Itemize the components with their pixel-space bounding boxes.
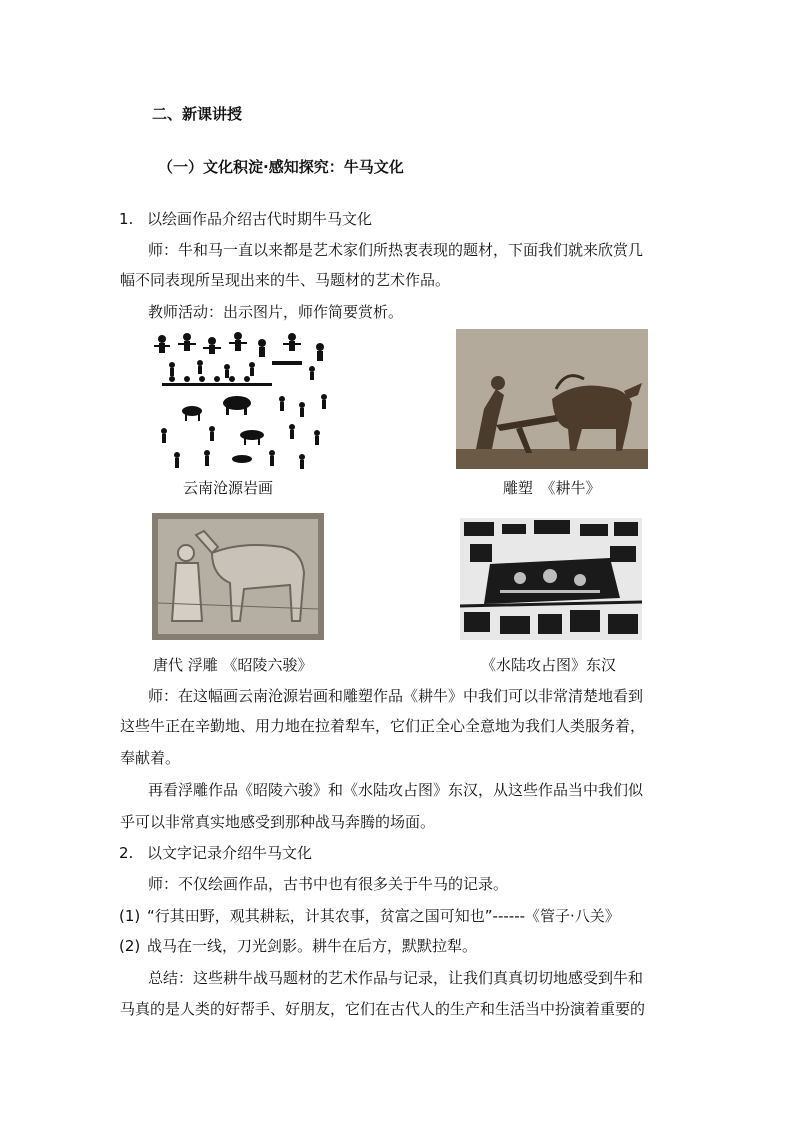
para3-line1: 再看浮雕作品《昭陵六骏》和《水陆攻占图》东汉，从这些作品当中我们似 <box>148 781 644 799</box>
caption-sculpture: 雕塑 《耕牛》 <box>503 479 601 497</box>
para2-line2: 这些牛正在辛勤地、用力地在拉着犁车，它们正全心全意地为我们人类服务着， <box>120 717 646 735</box>
para2-line1: 师：在这幅画云南沧源岩画和雕塑作品《耕牛》中我们可以非常清楚地看到 <box>148 687 644 705</box>
relief-image <box>152 513 324 640</box>
quote1-text: “行其田野，观其耕耘，计其农事，贫富之国可知也”------《管子·八关》 <box>147 907 620 925</box>
quote2-text: 战马在一线，刀光剑影。耕牛在后方，默默拉犁。 <box>147 937 478 955</box>
section-heading: 二、新课讲授 <box>152 105 243 123</box>
caption-relief: 唐代 浮雕 《昭陵六骏》 <box>153 656 313 674</box>
summary-line1: 总结：这些耕牛战马题材的艺术作品与记录，让我们真真切切地感受到牛和 <box>148 969 644 987</box>
rock-painting-image <box>152 327 336 470</box>
para4-line: 师：不仅绘画作品，古书中也有很多关于牛马的记录。 <box>148 875 509 893</box>
para2-line3: 奉献着。 <box>120 749 181 767</box>
quote2-number: (2) <box>119 937 141 955</box>
ox-sculpture-image <box>456 329 648 469</box>
rock-painting-figures <box>152 327 336 470</box>
summary-line2: 马真的是人类的好帮手、好朋友，它们在古代人的生产和生活当中扮演着重要的 <box>120 1000 646 1018</box>
item1-title: 以绘画作品介绍古代时期牛马文化 <box>147 210 373 228</box>
para1-line2: 幅不同表现所呈现出来的牛、马题材的艺术作品。 <box>120 271 451 289</box>
para3-line2: 乎可以非常真实地感受到那种战马奔腾的场面。 <box>120 813 436 831</box>
item1-number: 1. <box>119 210 134 228</box>
caption-battle: 《水陆攻占图》东汉 <box>481 656 617 674</box>
activity-line: 教师活动：出示图片，师作简要赏析。 <box>148 303 404 321</box>
para1-line1: 师：牛和马一直以来都是艺术家们所热衷表现的题材，下面我们就来欣赏几 <box>148 241 644 259</box>
battle-image <box>460 518 642 640</box>
item2-title: 以文字记录介绍牛马文化 <box>147 844 313 862</box>
caption-rock-painting: 云南沧源岩画 <box>183 479 274 497</box>
item2-number: 2. <box>119 844 134 862</box>
ox-sculpture-figure <box>456 329 648 469</box>
sub-heading: （一）文化积淀·感知探究：牛马文化 <box>158 158 404 176</box>
relief-figure <box>152 513 324 640</box>
quote1-number: (1) <box>119 907 141 925</box>
battle-figure <box>460 518 642 640</box>
